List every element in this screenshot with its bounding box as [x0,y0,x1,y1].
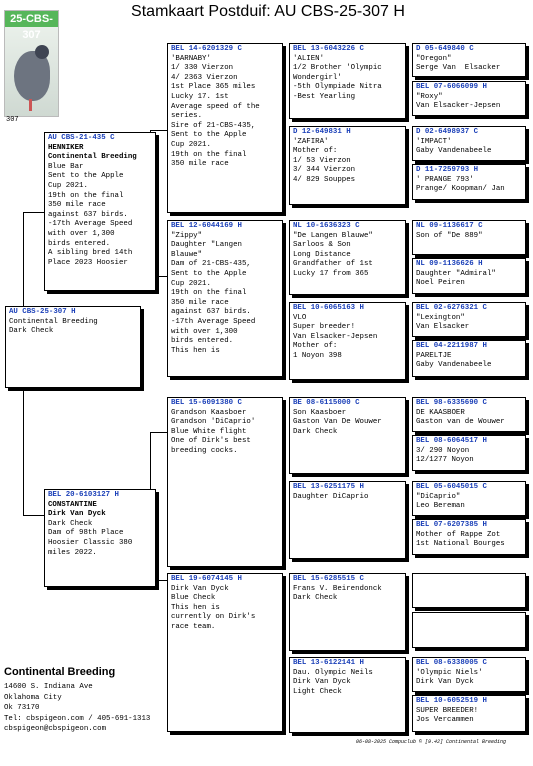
pedigree-line: 'BARNABY' [171,54,211,63]
pedigree-ancestor-box [412,81,526,116]
breeder-address-line: Ok 73170 [4,704,40,712]
pedigree-ancestor-box [289,397,406,474]
pedigree-line: Sent to the Apple [171,131,247,140]
pedigree-ancestor-box-empty [412,573,526,608]
pedigree-line: A sibling bred 14th [48,249,133,258]
pedigree-line: SUPER BREEDER! [416,706,479,715]
pedigree-line: Sire of 21-CBS-435, [171,121,256,130]
pedigree-line: Leo Bereman [416,502,465,511]
pedigree-line: Daughter "Admiral" [416,269,496,278]
pedigree-line: 1st Place 365 miles [171,83,256,92]
pedigree-line: One of Dirk's best [171,437,251,446]
ring-number: BEL 15-6091380 C [171,399,242,407]
pedigree-line: breeding cocks. [171,446,238,455]
pedigree-line: Place 2023 Hoosier [48,258,128,267]
pedigree-line: DE KAASBOER [416,408,465,417]
pedigree-line: birds entered. [171,337,234,346]
pedigree-line: 'ALIEN' [293,54,325,63]
pedigree-line: Super breeder! [293,323,356,332]
pedigree-ancestor-box [412,657,526,692]
pedigree-line: Daughter DiCaprio [293,492,369,501]
pedigree-line: 1st National Bourges [416,540,505,549]
pedigree-line: Mother of: [293,342,338,351]
pedigree-line: currently on Dirk's [171,613,256,622]
pedigree-line: VLO [293,313,307,322]
pedigree-dam-box [44,489,156,587]
pedigree-line: "DiCaprio" [416,492,461,501]
pedigree-line: Blue Bar [48,162,84,171]
ring-number: D 02-6498937 C [416,128,479,136]
pedigree-granddam-dam-side-box [167,573,283,732]
pedigree-grandsire-sire-side-box [167,43,283,213]
ring-number: BEL 19-6074145 H [171,575,242,583]
pedigree-line: -17th Average Speed [48,220,133,229]
pedigree-ancestor-box [289,126,406,205]
pedigree-line: 'ZAFIRA' [293,137,329,146]
ring-number: BEL 02-6276321 C [416,304,487,312]
pedigree-line: Mother of Rappe Zot [416,530,501,539]
pedigree-line: Continental Breeding [48,153,137,162]
ring-number: BE 08-6115000 C [293,399,360,407]
breeder-info [4,665,174,735]
pedigree-ancestor-box [412,43,526,77]
pedigree-line: -Best Yearling [293,92,356,101]
pedigree-line: Van Elsacker-Jepsen [293,332,378,341]
pedigree-line: 19th on the final [48,191,124,200]
pedigree-line: 350 mile race [48,201,106,210]
pedigree-line: 'IMPACT' [416,137,452,146]
ring-number: BEL 04-2211987 H [416,342,487,350]
pedigree-line: Gaby Vandenabeele [416,147,492,156]
pedigree-ancestor-box [412,397,526,432]
pedigree-line: Lucky 17 from 365 [293,269,369,278]
pedigree-line: 4/ 829 Souppes [293,175,356,184]
pedigree-line: Light Check [293,687,342,696]
pedigree-ancestor-box [412,340,526,377]
pedigree-line: Grandfather of 1st [293,260,373,269]
ring-number: BEL 07-6066099 H [416,83,487,91]
ring-number: BEL 20-6103127 H [48,491,119,499]
breeder-name: Continental Breeding [4,666,116,678]
pedigree-line: "Oregon" [416,54,452,63]
pedigree-line: race team. [171,622,216,631]
pedigree-line: Gaston van de Wouwer [416,418,505,427]
pedigree-line: Van Elsacker [416,323,470,332]
connector-line [23,212,44,213]
pedigree-subject-box [5,306,141,388]
pedigree-line: Sarloos & Son [293,241,351,250]
connector-line [150,130,167,131]
pedigree-line: Dark Check [48,519,93,528]
pigeon-leg [29,99,32,111]
pedigree-line: 3/ 344 Vierzon [293,166,356,175]
pedigree-ancestor-box [289,481,406,559]
ring-number: BEL 10-6052519 H [416,697,487,705]
pedigree-line: 3/ 290 Noyon [416,446,470,455]
pedigree-line: 4/ 2363 Vierzon [171,73,238,82]
pedigree-line: Dirk Van Dyck [416,678,474,687]
pedigree-granddam-sire-side-box [167,220,283,377]
pedigree-line: "Roxy" [416,92,443,101]
pedigree-sire-box [44,132,156,291]
pedigree-line: "Lexington" [416,313,465,322]
pedigree-line: Long Distance [293,250,351,259]
pedigree-line: ' PRANGE 793' [416,175,474,184]
pedigree-ancestor-box [289,573,406,651]
pedigree-ancestor-box [412,220,526,255]
pedigree-line: with over 1,300 [171,327,238,336]
breeder-address-line: Oklahoma City [4,693,62,702]
pedigree-ancestor-box-empty [412,612,526,648]
ring-number: BEL 13-6251175 H [293,483,364,491]
ring-number: BEL 12-6044169 H [171,222,242,230]
pedigree-line: Prange/ Koopman/ Jan [416,185,505,194]
connector-line [23,388,24,515]
pigeon-photo [4,10,59,117]
pedigree-line: Wondergirl' [293,73,342,82]
connector-line [23,212,24,306]
ring-number: BEL 14-6201329 C [171,45,242,53]
pedigree-line: Average speed of the [171,102,260,111]
photo-caption: 307 [6,116,19,124]
pedigree-ancestor-box [412,164,526,200]
pedigree-line: -17th Average Speed [171,317,256,326]
pedigree-line: Noel Peiren [416,279,465,288]
pedigree-line: 1/2 Brother 'Olympic [293,64,382,73]
pedigree-line: Grandson Kaasboer [171,408,247,417]
pedigree-line: PARELTJE [416,351,452,360]
pedigree-line: Dam of 98th Place [48,529,124,538]
pedigree-ancestor-box [289,302,406,380]
pedigree-line: Van Elsacker-Jepsen [416,102,501,111]
pedigree-line: This hen is [171,346,220,355]
pedigree-line: Daughter "Langen [171,241,242,250]
pedigree-line: CONSTANTINE [48,500,97,509]
pedigree-line: Blauwe" [171,250,203,259]
pedigree-line: Cup 2021. [171,279,211,288]
pedigree-line: series. [171,112,203,121]
ring-number: BEL 98-6335690 C [416,399,487,407]
pedigree-ancestor-box [289,657,406,733]
ring-number: D 05-649840 C [416,45,474,53]
connector-line [23,515,44,516]
connector-line [150,432,167,433]
pedigree-line: 1/ 53 Vierzon [293,156,351,165]
ring-number: BEL 13-6043226 C [293,45,364,53]
pedigree-line: with over 1,300 [48,229,115,238]
pedigree-line: Dau. Olympic Neils [293,668,373,677]
pedigree-ancestor-box [412,258,526,294]
pedigree-ancestor-box [412,435,526,471]
pedigree-line: 12/1277 Noyon [416,456,474,465]
ring-number: D 11-7259793 H [416,166,479,174]
pedigree-ancestor-box [289,220,406,295]
pedigree-line: "De Langen Blauwe" [293,231,373,240]
pedigree-ancestor-box [412,302,526,337]
ring-number: BEL 07-6207385 H [416,521,487,529]
pedigree-line: Dark Check [9,327,54,336]
pedigree-grandsire-dam-side-box [167,397,283,567]
pedigree-line: 'Olympic Niels' [416,668,483,677]
ring-number: BEL 08-6064517 H [416,437,487,445]
pedigree-line: Blue Check [171,594,216,603]
pedigree-line: Son Kaasboer [293,408,347,417]
pedigree-line: Serge Van Elsacker [416,64,501,73]
pedigree-line: Frans V. Beirendonck [293,584,382,593]
pedigree-line: birds entered. [48,239,111,248]
pedigree-line: Grandson 'DiCaprio' [171,418,256,427]
ring-number: NL 09-1136626 H [416,260,483,268]
pedigree-line: Dirk Van Dyck [48,510,106,519]
pedigree-line: 19th on the final [171,150,247,159]
pedigree-line: HENNIKER [48,143,84,152]
breeder-contact-line: Tel: cbspigeon.com / 405-691-1313 [4,714,151,723]
pedigree-line: 1/ 330 Vierzon [171,64,234,73]
pedigree-line: Cup 2021. [171,140,211,149]
pedigree-line: Sent to the Apple [171,269,247,278]
ring-number: BEL 08-6338005 C [416,659,487,667]
breeder-email: cbspigeon@cbspigeon.com [4,725,107,733]
pedigree-line: Jos Vercammen [416,716,474,725]
photo-ring-label: 25-CBS-307 [5,11,58,27]
pedigree-line: Mother of: [293,147,338,156]
pedigree-line: 350 mile race [171,298,229,307]
footer-text: 06-08-2025 Compuclub © [9.42] Continental Breeding [356,739,507,745]
pedigree-line: Dirk Van Dyck [293,678,351,687]
breeder-address-line: 14600 S. Indiana Ave [4,683,93,691]
ring-number: BEL 13-6122141 H [293,659,364,667]
ring-number: BEL 10-6065163 H [293,304,364,312]
pedigree-ancestor-box [412,519,526,555]
ring-number: AU CBS-21-435 C [48,134,115,142]
pedigree-line: -5th Olympiade Nitra [293,83,382,92]
ring-number: D 12-649831 H [293,128,351,136]
pedigree-line: miles 2022. [48,548,97,557]
pigeon-head [35,45,49,59]
pedigree-line: Cup 2021. [48,181,88,190]
pedigree-line: against 637 birds. [48,210,128,219]
pedigree-ancestor-box [412,126,526,161]
ring-number: NL 10-1636323 C [293,222,360,230]
pedigree-line: Dark Check [293,427,338,436]
pedigree-line: This hen is [171,603,220,612]
pedigree-line: Hoosier Classic 380 [48,538,133,547]
pedigree-line: 1 Noyon 398 [293,351,342,360]
pedigree-line: Dirk Van Dyck [171,584,229,593]
pedigree-line: Gaston Van De Wouwer [293,418,382,427]
pedigree-line: Gaby Vandenabeele [416,361,492,370]
pedigree-line: Dark Check [293,594,338,603]
ring-number: BEL 15-6285515 C [293,575,364,583]
pedigree-line: Continental Breeding [9,317,98,326]
pedigree-line: against 637 birds. [171,308,251,317]
pedigree-ancestor-box [412,481,526,516]
pedigree-line: "Zippy" [171,231,203,240]
pedigree-ancestor-box [412,695,526,732]
ring-number: BEL 05-6045015 C [416,483,487,491]
pedigree-line: Sent to the Apple [48,172,124,181]
pedigree-ancestor-box [289,43,406,119]
pedigree-line: Son of "De 889" [416,231,483,240]
pedigree-line: Dam of 21-CBS-435, [171,260,251,269]
ring-number: NL 09-1136617 C [416,222,483,230]
pedigree-line: 350 mile race [171,160,229,169]
pedigree-line: Blue White flight [171,427,247,436]
ring-number: AU CBS-25-307 H [9,308,76,316]
pedigree-line: Lucky 17. 1st [171,92,229,101]
pedigree-line: 19th on the final [171,289,247,298]
page-title: Stamkaart Postduif: AU CBS-25-307 H [131,3,405,20]
